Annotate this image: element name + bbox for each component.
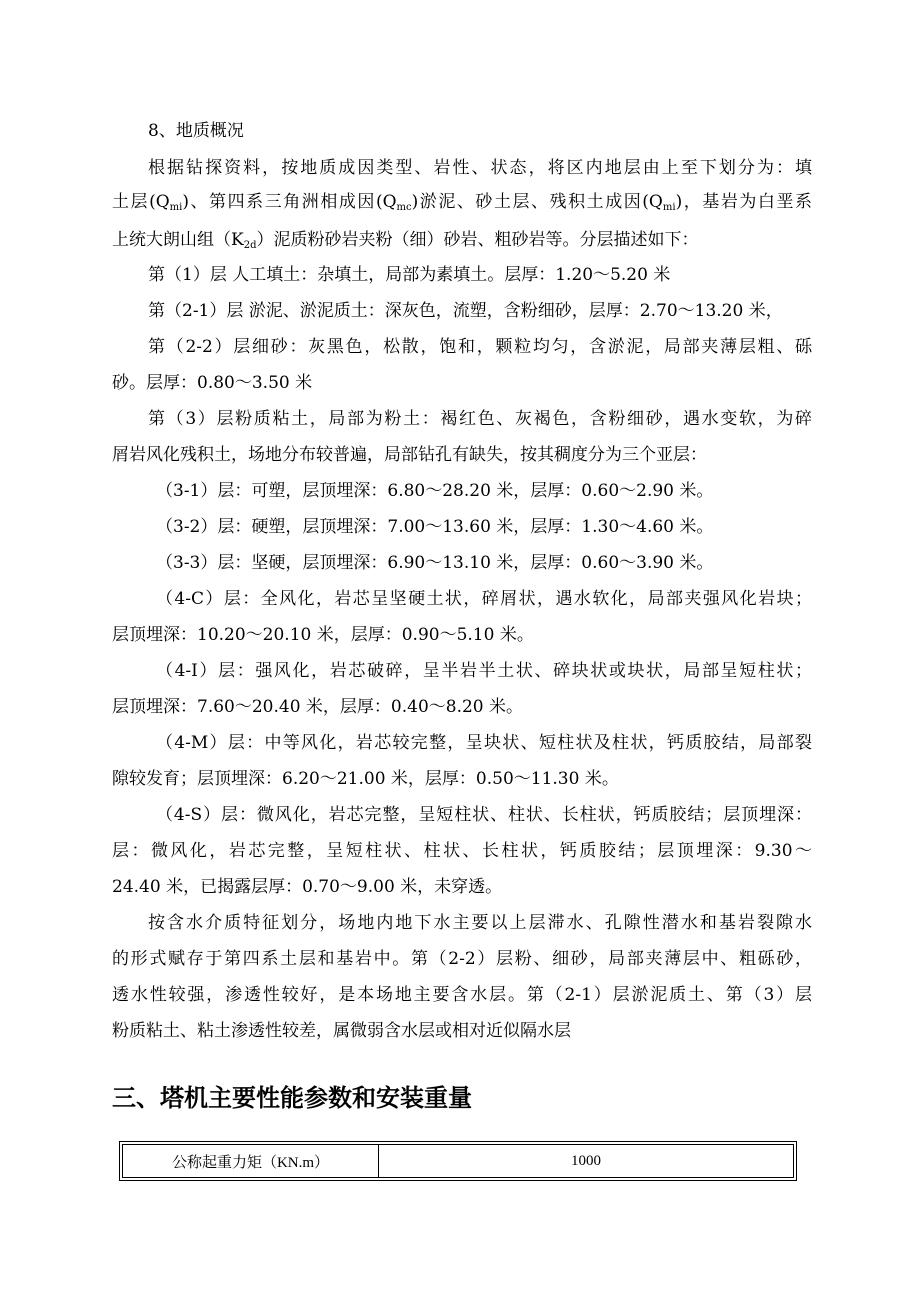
parameters-table [119,1141,797,1181]
layer-line: 屑岩风化残积土，场地分布较普遍，局部钻孔有缺失，按其稠度分为三个亚层： [112,445,707,465]
paragraph-line: 上统大朗山组$(K_{2d})$泥质粉砂岩夹粉（细）砂岩、粗砂岩等。分层描述如下： [112,230,699,251]
weathered-line: 隙较发育；层顶埋深：6.20～21.00 米，层厚：0.50～11.30 米。 [112,769,619,789]
groundwater-line: 的形式赋存于第四系土层和基岩中。第（2-2）层粉、细砂，局部夹薄层中、粗砾砂， [112,949,812,969]
layer-line: 第（2-1）层 淤泥、淤泥质土：深灰色，流塑，含粉细砂，层厚：2.70～13.20 米， [148,301,783,321]
table-cell-value: 1000 [571,1152,601,1169]
section-title: 8、地质概况 [148,121,244,141]
table-cell-label: 公称起重力矩（KN.m） [123,1145,379,1177]
sublayer-line: （3-1）层：可塑，层顶埋深：6.80～28.20 米，层厚：0.60～2.90 米。 [156,481,714,501]
weathered-line: （4-I）层：强风化，岩芯破碎，呈半岩半土状、碎块状或块状，局部呈短柱状； [156,661,812,681]
layer-line: 第（3）层粉质粘土，局部为粉土：褐红色、灰褐色，含粉细砂，遇水变软，为碎 [148,409,812,429]
weathered-line: 层：微风化，岩芯完整，呈短柱状、柱状、长柱状，钙质胶结；层顶埋深：9.30～ [112,841,812,861]
paragraph-line: 土层$(Q_{mi})$、第四系三角洲相成因$(Q_{mc})$淤泥、砂土层、残积土成因$(Q_{mi})$，基岩为白垩系 [112,192,812,213]
weathered-line: 24.40 米，已揭露层厚：0.70～9.00 米，未穿透。 [112,877,503,897]
weathered-line: （4-S）层：微风化，岩芯完整，呈短柱状、柱状、长柱状，钙质胶结；层顶埋深： [156,805,812,825]
layer-line: 砂。层厚：0.80～3.50 米 [112,373,313,393]
groundwater-line: 按含水介质特征划分，场地内地下水主要以上层滞水、孔隙性潜水和基岩裂隙水 [148,913,812,933]
weathered-line: 层顶埋深：10.20～20.10 米，层厚：0.90～5.10 米。 [112,625,534,645]
weathered-line: （4-C）层：全风化，岩芯呈坚硬土状，碎屑状，遇水软化，局部夹强风化岩块； [156,589,812,609]
layer-line: 第（2-2）层细砂：灰黑色，松散，饱和，颗粒均匀，含淤泥，局部夹薄层粗、砾 [148,337,812,357]
groundwater-line: 粉质粘土、粘土渗透性较差，属微弱含水层或相对近似隔水层 [112,1021,571,1041]
layer-line: 第（1）层 人工填土：杂填土，局部为素填土。层厚：1.20～5.20 米 [148,265,671,285]
groundwater-line: 透水性较强，渗透性较好，是本场地主要含水层。第（2-1）层淤泥质土、第（3）层 [112,985,812,1005]
sublayer-line: （3-2）层：硬塑，层顶埋深：7.00～13.60 米，层厚：1.30～4.60 米。 [156,517,714,537]
weathered-line: （4-M）层：中等风化，岩芯较完整，呈块状、短柱状及柱状，钙质胶结，局部裂 [156,733,812,753]
paragraph-line: 根据钻探资料，按地质成因类型、岩性、状态，将区内地层由上至下划分为：填 [148,158,812,178]
weathered-line: 层顶埋深：7.60～20.40 米，层厚：0.40～8.20 米。 [112,697,524,717]
section-heading: 三、塔机主要性能参数和安装重量 [112,1084,472,1112]
table-row [122,1144,794,1178]
sublayer-line: （3-3）层：坚硬，层顶埋深：6.90～13.10 米，层厚：0.60～3.90 米。 [156,553,714,573]
